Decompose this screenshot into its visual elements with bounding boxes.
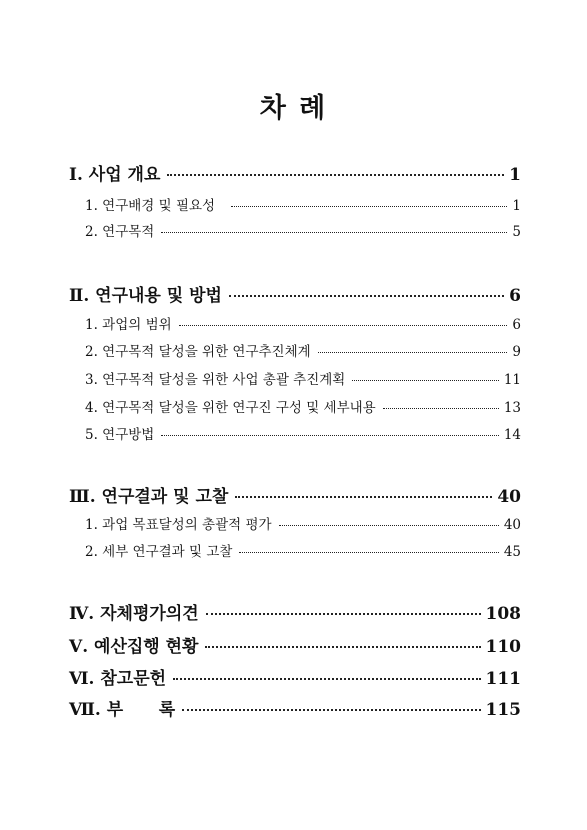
toc-page-number: 11 [503,372,521,388]
toc-page-number: 13 [503,400,521,416]
toc-section-label: 1. 연구배경 및 필요성 [85,198,216,214]
toc-chapter-2[interactable] [69,281,521,306]
toc-chapter-label: Ⅶ. 부 록 [69,700,176,720]
toc-section-label: 3. 연구목적 달성을 위한 사업 총괄 추진계획 [85,372,346,388]
dot-leader [383,408,499,409]
toc-section-label: 5. 연구방법 [85,427,155,443]
toc-page-number: 1 [509,165,521,185]
toc-page-number: 40 [497,487,521,507]
dot-leader [279,525,499,526]
dot-leader [161,232,507,233]
dot-leader [173,678,480,680]
toc-section-label: 2. 세부 연구결과 및 고찰 [85,544,233,560]
dot-leader [179,325,508,326]
toc-page-number: 6 [509,286,521,306]
dot-leader [318,352,508,353]
toc-page-number: 110 [485,637,521,657]
toc-page-number: 108 [485,604,521,624]
toc-page-number: 45 [503,544,521,560]
toc-page-number: 9 [512,344,521,360]
toc-chapter-label: Ⅳ. 자체평가의견 [69,604,199,624]
toc-chapter-label: Ⅴ. 예산집행 현황 [69,637,199,657]
toc-page-number: 40 [503,517,521,533]
toc-chapter-label: Ⅰ. 사업 개요 [69,165,161,185]
toc-section-2-2[interactable] [85,340,521,360]
toc-chapter-7[interactable] [69,695,521,720]
toc-page-number: 111 [485,669,521,689]
dot-leader [235,496,492,498]
toc-chapter-label: Ⅱ. 연구내용 및 방법 [69,286,222,306]
toc-chapter-label: Ⅵ. 참고문헌 [69,669,167,689]
toc-page-number: 115 [485,700,521,720]
toc-chapter-5[interactable] [69,632,521,657]
toc-section-2-4[interactable] [85,396,521,416]
toc-section-label: 2. 연구목적 달성을 위한 연구추진체계 [85,344,311,360]
toc-section-label: 4. 연구목적 달성을 위한 연구진 구성 및 세부내용 [85,400,376,416]
toc-section-label: 1. 과업 목표달성의 총괄적 평가 [85,517,272,533]
toc-section-2-5[interactable] [85,423,521,443]
toc-chapter-1[interactable] [69,160,521,185]
toc-page-number: 1 [512,198,521,214]
dot-leader [167,174,504,176]
toc-section-label: 2. 연구목적 [85,224,155,240]
toc-chapter-label: Ⅲ. 연구결과 및 고찰 [69,487,229,507]
toc-section-1-1[interactable] [85,194,521,214]
dot-leader [229,295,504,297]
toc-section-label: 1. 과업의 범위 [85,317,172,333]
dot-leader [231,206,507,207]
toc-page-number: 6 [512,317,521,333]
dot-leader [206,613,481,615]
toc-section-2-1[interactable] [85,313,521,333]
toc-section-2-3[interactable] [85,368,521,388]
page-title: 차 례 [259,93,328,124]
toc-chapter-3[interactable] [69,482,521,507]
dot-leader [161,435,498,436]
dot-leader [205,646,480,648]
dot-leader [239,552,498,553]
toc-page-number: 5 [512,224,521,240]
toc-chapter-6[interactable] [69,664,521,689]
dot-leader [352,380,498,381]
dot-leader [182,709,480,711]
toc-chapter-4[interactable] [69,599,521,624]
toc-section-3-2[interactable] [85,540,521,560]
toc-section-3-1[interactable] [85,513,521,533]
toc-section-1-2[interactable] [85,220,521,240]
toc-page-number: 14 [503,427,521,443]
